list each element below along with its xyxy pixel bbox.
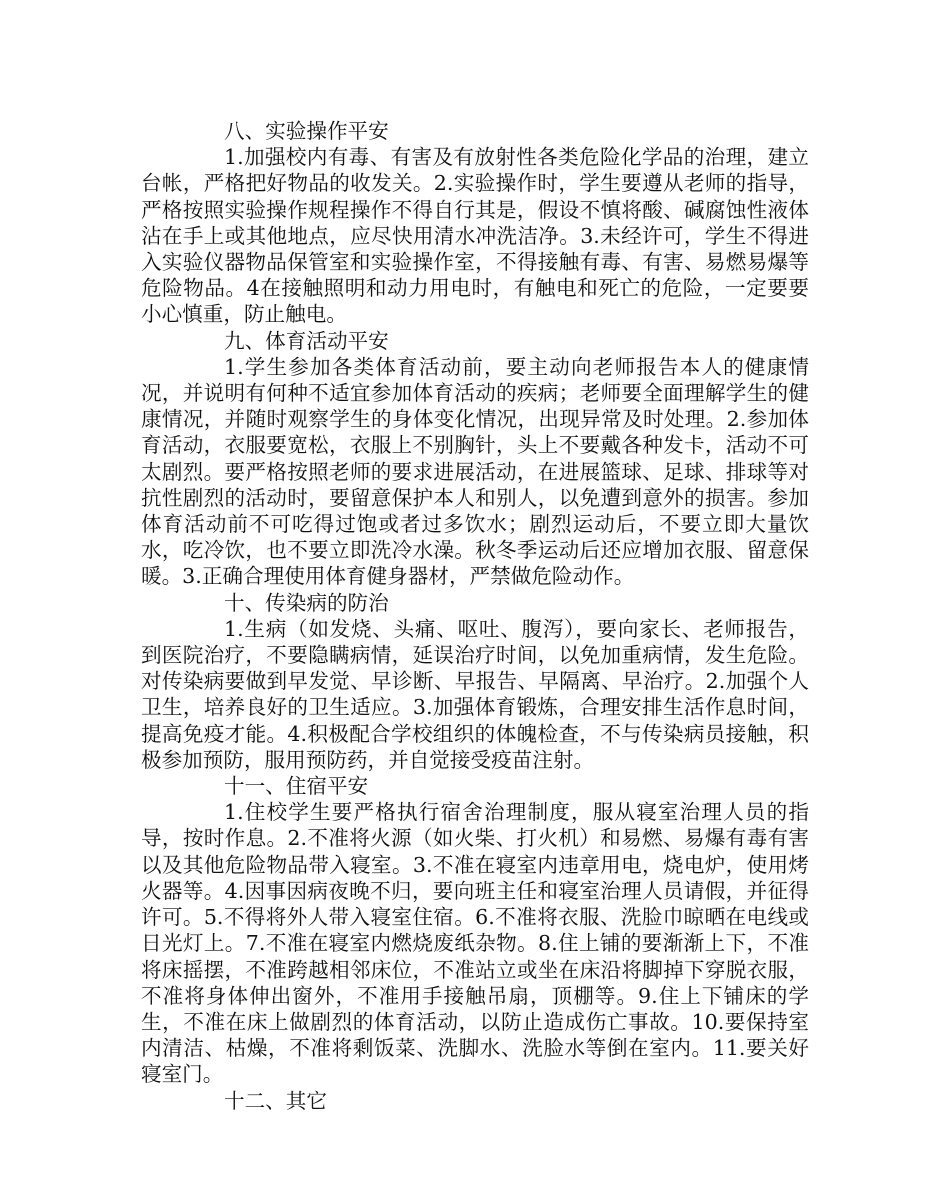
section-heading-dormitory-safety: 十一、住宿平安	[224, 774, 369, 799]
section-body-dormitory-safety: 1.住校学生要严格执行宿舍治理制度，服从寝室治理人员的指导，按时作息。2.不准将火源（如火柴、打火机）和易燃、易爆有毒有害以及其他危险物品带入寝室。3.不准在寝室内违章用电，烧电炉，使用烤火器等。4.因事因病夜晚不归，要向班主任和寝室治理人员请假，并征得许可。5.不得将外人带入寝室住宿。6.不准将衣服、洗脸巾晾晒在电线或日光灯上。7.不准在寝室内燃烧废纸杂物。8.住上铺的要渐渐上下，不准将床摇摆，不准跨越相邻床位，不准站立或坐在床沿将脚掉下穿脱衣服，不准将身体伸出窗外，不准用手接触吊扇，顶棚等。9.住上下铺床的学生，不准在床上做剧烈的体育活动，以防止造成伤亡事故。10.要保持室内清洁、枯燥，不准将剩饭菜、洗脚水、洗脸水等倒在室内。11.要关好寝室门。	[141, 800, 809, 1087]
section-heading-lab-safety: 八、实验操作平安	[224, 119, 389, 143]
section-heading-other: 十二、其它	[224, 1088, 327, 1113]
section-heading-sports-safety: 九、体育活动平安	[224, 328, 389, 353]
section-body-sports-safety: 1.学生参加各类体育活动前，要主动向老师报告本人的健康情况，并说明有何种不适宜参加体育活动的疾病；老师要全面理解学生的健康情况，并随时观察学生的身体变化情况，出现异常及时处理。2.参加体育活动，衣服要宽松，衣服上不别胸针，头上不要戴各种发卡，活动不可太剧烈。要严格按照老师的要求进展活动，在进展篮球、足球、排球等对抗性剧烈的活动时，要留意保护本人和别人，以免遭到意外的损害。参加体育活动前不可吃得过饱或者过多饮水；剧烈运动后，不要立即大量饮水，吃冷饮，也不要立即洗冷水澡。秋冬季运动后还应增加衣服、留意保暖。3.正确合理使用体育健身器材，严禁做危险动作。	[141, 354, 809, 589]
section-body-lab-safety: 1.加强校内有毒、有害及有放射性各类危险化学品的治理，建立台帐，严格把好物品的收发关。2.实验操作时，学生要遵从老师的指导，严格按照实验操作规程操作不得自行其是，假设不慎将酸、碱腐蚀性液体沾在手上或其他地点，应尽快用清水冲洗洁净。3.未经许可，学生不得进入实验仪器物品保管室和实验操作室，不得接触有毒、有害、易燃易爆等危险物品。4在接触照明和动力用电时，有触电和死亡的危险，一定要要小心慎重，防止触电。	[141, 145, 809, 327]
section-body-disease-prevention: 1.生病（如发烧、头痛、呕吐、腹泻），要向家长、老师报告，到医院治疗，不要隐瞒病情，延误治疗时间，以免加重病情，发生危险。对传染病要做到早发觉、早诊断、早报告、早隔离、早治疗。2.加强个人卫生，培养良好的卫生适应。3.加强体育锻炼，合理安排生活作息时间，提高免疫才能。4.积极配合学校组织的体魄检查，不与传染病员接触，积极参加预防，服用预防药，并自觉接受疫苗注射。	[141, 616, 809, 772]
document-body	[141, 118, 809, 1114]
section-heading-disease-prevention: 十、传染病的防治	[224, 590, 389, 615]
